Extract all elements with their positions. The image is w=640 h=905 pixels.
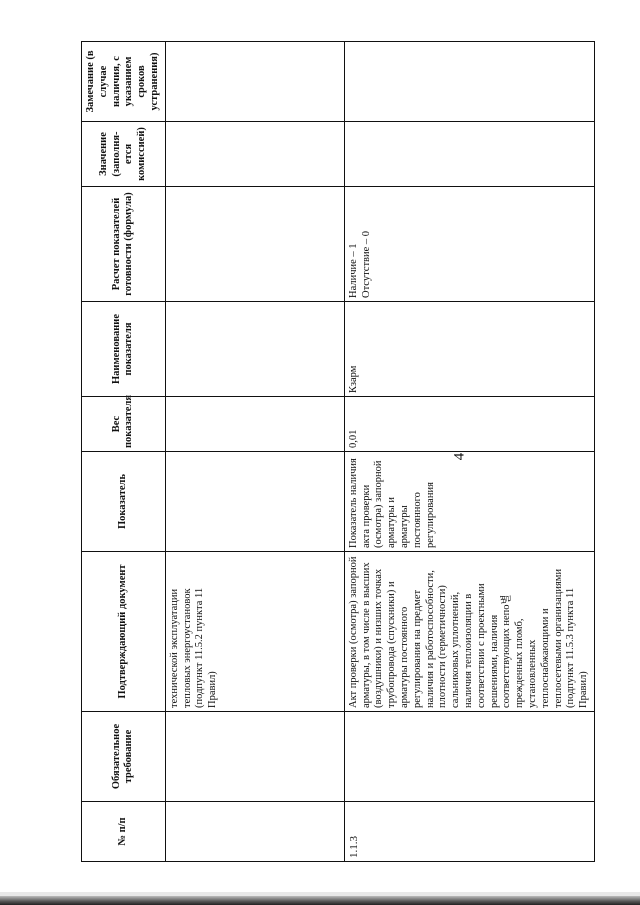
header-requirement: Обязательное требование — [82, 712, 166, 802]
page-number: 4 — [451, 452, 468, 461]
cell-weight — [165, 397, 344, 452]
cell-remark — [165, 42, 344, 122]
header-indicator: Показатель — [82, 452, 166, 552]
formula-present: Наличие – 1 — [347, 243, 359, 298]
cell-weight: 0,01 — [344, 397, 594, 452]
table-row — [165, 42, 344, 862]
header-num: № п/п — [82, 802, 166, 862]
scan-edge — [0, 896, 640, 905]
table-header-row — [82, 42, 166, 862]
header-remark: Замечание (в случае наличия, с указанием сроков устранения) — [82, 42, 166, 122]
cell-indicator-name — [165, 302, 344, 397]
cell-indicator: Показатель наличия акта проверки (осмотра) запорной арматуры и арматуры постоянного регулирования — [344, 452, 594, 552]
header-value: Значение (заполня-ется комиссией) — [82, 122, 166, 187]
cell-indicator-name: Кзарм — [344, 302, 594, 397]
formula-absent: Отсутствие – 0 — [360, 230, 372, 298]
cell-formula — [165, 187, 344, 302]
header-document: Подтверждающий документ — [82, 552, 166, 712]
cell-requirement — [344, 712, 594, 802]
header-indicator-name: Наименование показателя — [82, 302, 166, 397]
cell-num — [165, 802, 344, 862]
header-formula: Расчет показателей готовности (формула) — [82, 187, 166, 302]
cell-value — [344, 122, 594, 187]
cell-value — [165, 122, 344, 187]
cell-num: 1.1.3 — [344, 802, 594, 862]
cell-document: Акт проверки (осмотра) запорной арматуры, в том числе в высших (воздушники) и низших точках трубопровода (спускники) и арматуры постоянного регулирования на предмет наличия и работоспособности, плотности (герметичности) сальниковых уплотнений, наличия теплоизоляции в соответствии с проектными решениями, наличия соответствующих непо별прежденных пломб, установленных теплоснабжающими и теплосетевыми организациями (подпункт 11.5.3 пункта 11 Правил) — [344, 552, 594, 712]
rotated-table-wrapper — [81, 42, 590, 862]
table-row — [344, 42, 594, 862]
cell-indicator — [165, 452, 344, 552]
cell-formula — [344, 187, 594, 302]
cell-requirement — [165, 712, 344, 802]
cell-remark — [344, 42, 594, 122]
requirements-table — [81, 41, 595, 862]
header-weight: Вес показателя — [82, 397, 166, 452]
cell-document: технической эксплуатации тепловых энергоустановок (подпункт 11.5.2 пункта 11 Правил) — [165, 552, 344, 712]
